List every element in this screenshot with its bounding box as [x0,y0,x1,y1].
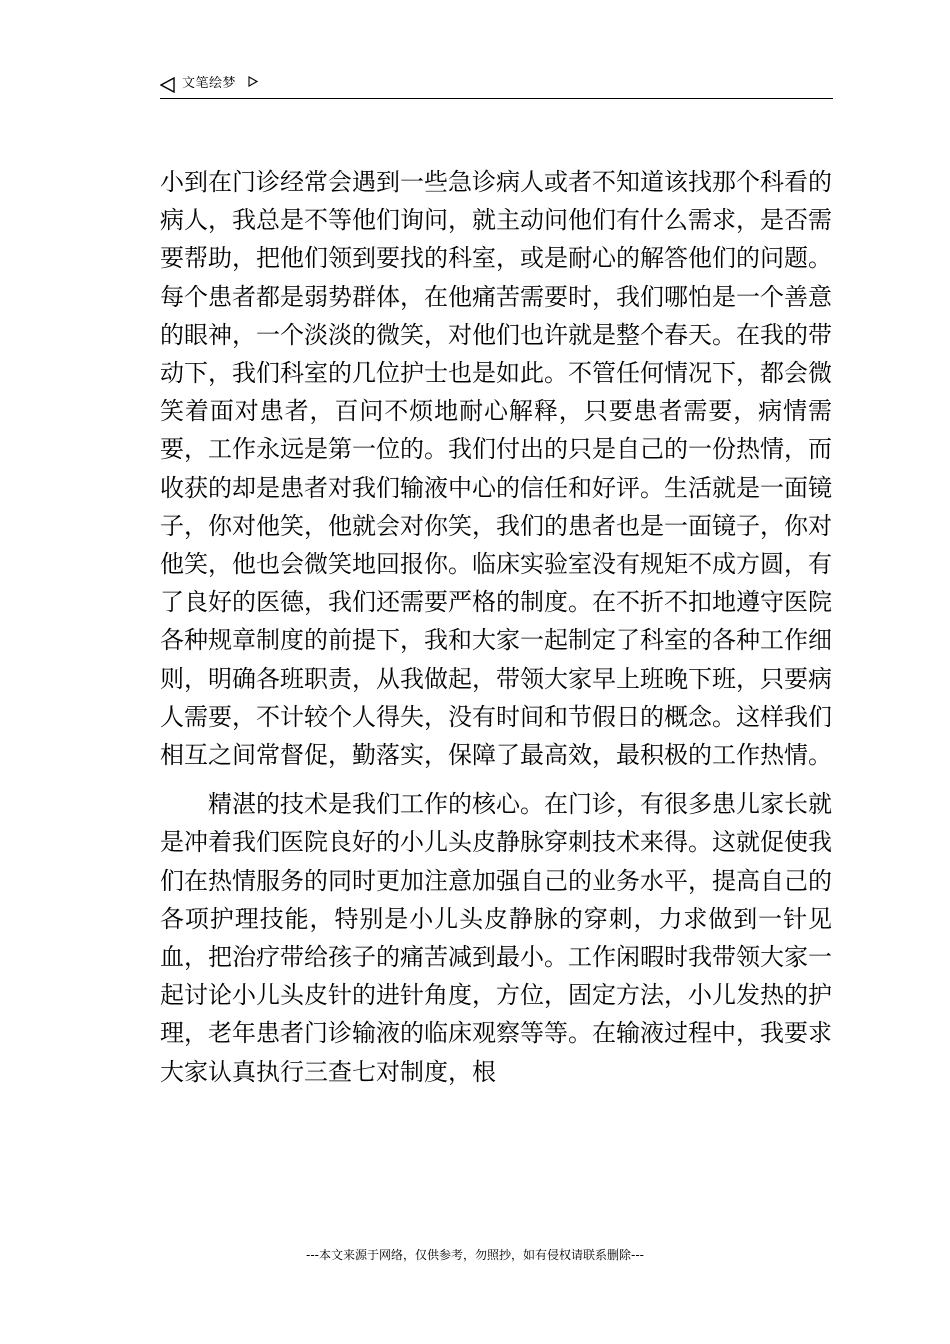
triangle-right-icon [248,76,258,87]
paragraph-1: 小到在门诊经常会遇到一些急诊病人或者不知道该找那个科看的病人，我总是不等他们询问，就主动问他们有什么需求，是否需要帮助，把他们领到要找的科室，或是耐心的解答他们的问题。每个患者都是弱势群体，在他痛苦需要时，我们哪怕是一个善意的眼神，一个淡淡的微笑，对他们也许就是整个春天。在我的带动下，我们科室的几位护士也是如此。不管任何情况下，都会微笑着面对患者，百问不烦地耐心解释，只要患者需要，病情需要，工作永远是第一位的。我们付出的只是自己的一份热情，而收获的却是患者对我们输液中心的信任和好评。生活就是一面镜子，你对他笑，他就会对你笑，我们的患者也是一面镜子，你对他笑，他也会微笑地回报你。临床实验室没有规矩不成方圆，有了良好的医德，我们还需要严格的制度。在不折不扣地遵守医院各种规章制度的前提下，我和大家一起制定了科室的各种工作细则，明确各班职责，从我做起，带领大家早上班晚下班，只要病人需要，不计较个人得失，没有时间和节假日的概念。这样我们相互之间常督促，勤落实，保障了最高效，最积极的工作热情。 [160,168,832,770]
header-title: 文笔绘梦 [182,76,237,91]
document-body [160,163,832,1091]
paragraph-2: 精湛的技术是我们工作的核心。在门诊，有很多患儿家长就是冲着我们医院良好的小儿头皮静脉穿刺技术来得。这就促使我们在热情服务的同时更加注意加强自己的业务水平，提高自己的各项护理技能，特别是小儿头皮静脉的穿刺，力求做到一针见血，把治疗带给孩子的痛苦减到最小。工作闲暇时我带领大家一起讨论小儿头皮针的进针角度，方位，固定方法，小儿发热的护理，老年患者门诊输液的临床观察等等。在输液过程中，我要求大家认真执行三查七对制度，根 [160,790,832,1086]
page-header [160,72,833,99]
triangle-left-icon [160,77,176,93]
page-footer: ---本文来源于网络，仅供参考，勿照抄，如有侵权请联系删除--- [306,1248,644,1262]
